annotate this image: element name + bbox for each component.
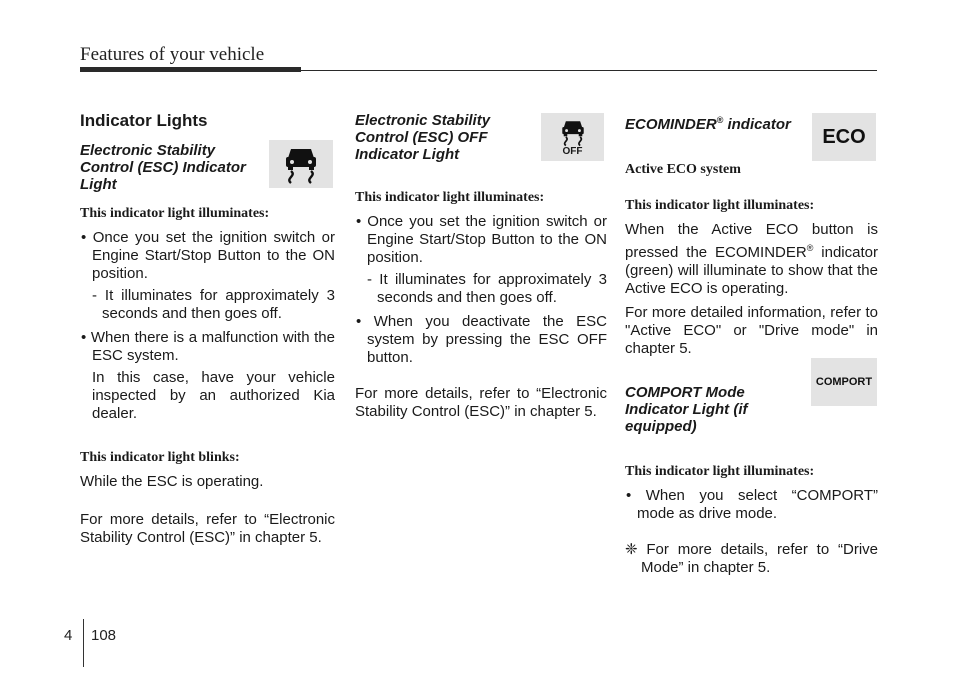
esc-indicator-heading: Electronic Stability Control (ESC) Indicator Light — [80, 142, 246, 193]
esc-off-indicator-icon — [541, 113, 604, 161]
eco-description: When the Active ECO button is pressed the ECOMINDER® indicator (green) will illuminate to show that the Active ECO is operating. — [625, 221, 878, 297]
list-item: • Once you set the ignition switch or Engine Start/Stop Button to the ON position. — [81, 229, 335, 282]
esc-off-icon-label: OFF — [562, 146, 583, 157]
eco-indicator-icon — [812, 113, 876, 161]
eco-more-details: For more detailed information, refer to "Active ECO" or "Drive mode" in chapter 5. — [625, 304, 878, 357]
comport-indicator-icon — [811, 358, 877, 406]
section-title: Indicator Lights — [80, 111, 208, 130]
list-item: • When you deactivate the ESC system by pressing the ESC OFF button. — [356, 313, 607, 366]
esc-indicator-icon — [269, 140, 333, 188]
list-item: • Once you set the ignition switch or Engine Start/Stop Button to the ON position. — [356, 213, 607, 266]
eco-icon-label: ECO — [822, 125, 866, 148]
comport-note: ❈ For more details, refer to “Drive Mode” in chapter 5. — [625, 541, 878, 576]
illuminates-label: This indicator light illuminates: — [80, 206, 270, 221]
illuminates-label: This indicator light illuminates: — [625, 198, 815, 213]
footer-divider — [83, 619, 84, 667]
more-details-text: For more details, refer to “Electronic Stability Control (ESC)” in chapter 5. — [80, 511, 335, 546]
list-item: • When there is a malfunction with the ESC system. — [81, 329, 335, 364]
header-rule-thin — [301, 70, 877, 71]
list-item-note: In this case, have your vehicle inspected by an authorized Kia dealer. — [92, 369, 335, 422]
blinks-text: While the ESC is operating. — [80, 473, 264, 490]
ecominder-heading: ECOMINDER® indicator — [625, 115, 791, 133]
column-ecominder-comport — [625, 108, 878, 583]
list-subitem: - It illuminates for approximately 3 seconds and then goes off. — [92, 287, 335, 322]
chapter-number: 4 — [64, 627, 73, 644]
page-header-title: Features of your vehicle — [80, 44, 265, 65]
list-item: • When you select “COMPORT” mode as drive mode. — [626, 487, 878, 522]
page-number: 108 — [91, 627, 117, 644]
esc-off-indicator-heading: Electronic Stability Control (ESC) OFF Indicator Light — [355, 112, 491, 163]
active-eco-label: Active ECO system — [625, 162, 741, 177]
list-subitem: - It illuminates for approximately 3 seconds and then goes off. — [367, 271, 607, 306]
header-rule-thick — [80, 67, 301, 72]
illuminates-label: This indicator light illuminates: — [355, 190, 545, 205]
more-details-text: For more details, refer to “Electronic Stability Control (ESC)” in chapter 5. — [355, 385, 607, 420]
comport-icon-label: COMPORT — [815, 376, 873, 388]
illuminates-label: This indicator light illuminates: — [625, 464, 815, 479]
blinks-label: This indicator light blinks: — [80, 450, 240, 465]
comport-heading: COMPORT Mode Indicator Light (if equipped) — [625, 384, 748, 435]
